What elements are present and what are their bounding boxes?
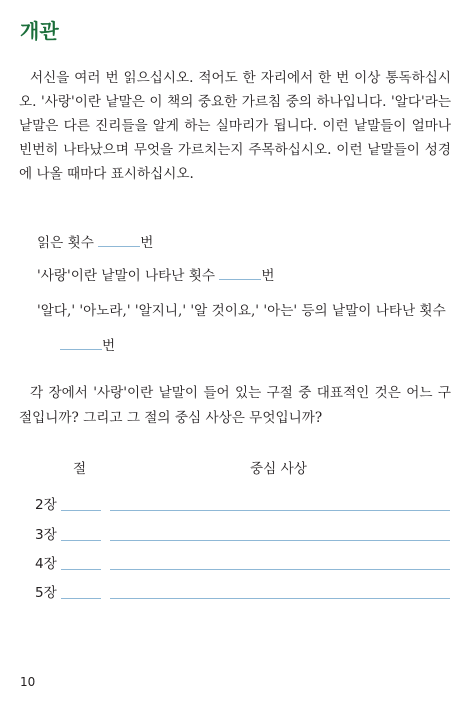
verse-blank[interactable] [61,569,101,570]
know-count-blank[interactable] [60,337,102,350]
chapter-label: 5장 [35,585,57,601]
question-paragraph: 각 장에서 '사랑'이란 낱말이 들어 있는 구절 중 대표적인 것은 어느 구절입니까? 그리고 그 절의 중심 사상은 무엇입니까? [19,385,451,426]
know-count-unit: 번 [102,338,116,354]
love-count-unit: 번 [261,268,275,284]
love-count-row [37,264,274,284]
read-count-row [37,231,153,251]
verse-blank[interactable] [61,510,101,511]
know-count-label: '알다,' '아노라,' '알지니,' '알 것이요,' '아는' 등의 낱말이 나타난 횟수 [37,303,446,319]
know-count-answer [60,334,115,354]
theme-blank[interactable] [110,569,450,570]
chapter-label: 3장 [35,527,57,543]
read-count-label: 읽은 횟수 [37,235,94,251]
column-verse-header: 절 [73,461,87,477]
love-count-label: '사랑'이란 낱말이 나타난 횟수 [37,268,216,284]
column-theme-header: 중심 사상 [250,461,307,477]
intro-paragraph: 서신을 여러 번 읽으십시오. 적어도 한 자리에서 한 번 이상 통독하십시오. '사랑'이란 낱말은 이 책의 중요한 가르침 중의 하나입니다. '알다'라는 낱말은 다른 진리들을 알게 하는 실마리가 됩니다. 이런 낱말들이 얼마나 빈번히 나타났으며 무엇을 가르치는지 주목하십시오. 이런 낱말들이 성경에 나올 때마다 표시하십시오. [19,70,451,182]
chapter-label: 2장 [35,497,57,513]
verse-blank[interactable] [61,598,101,599]
read-count-blank[interactable] [98,234,140,247]
verse-blank[interactable] [61,540,101,541]
theme-blank[interactable] [110,510,450,511]
read-count-unit: 번 [140,235,154,251]
theme-blank[interactable] [110,598,450,599]
section-title: 개관 [20,19,59,43]
love-count-blank[interactable] [219,267,261,280]
page-number: 10 [20,675,36,689]
chapter-label: 4장 [35,556,57,572]
theme-blank[interactable] [110,540,450,541]
